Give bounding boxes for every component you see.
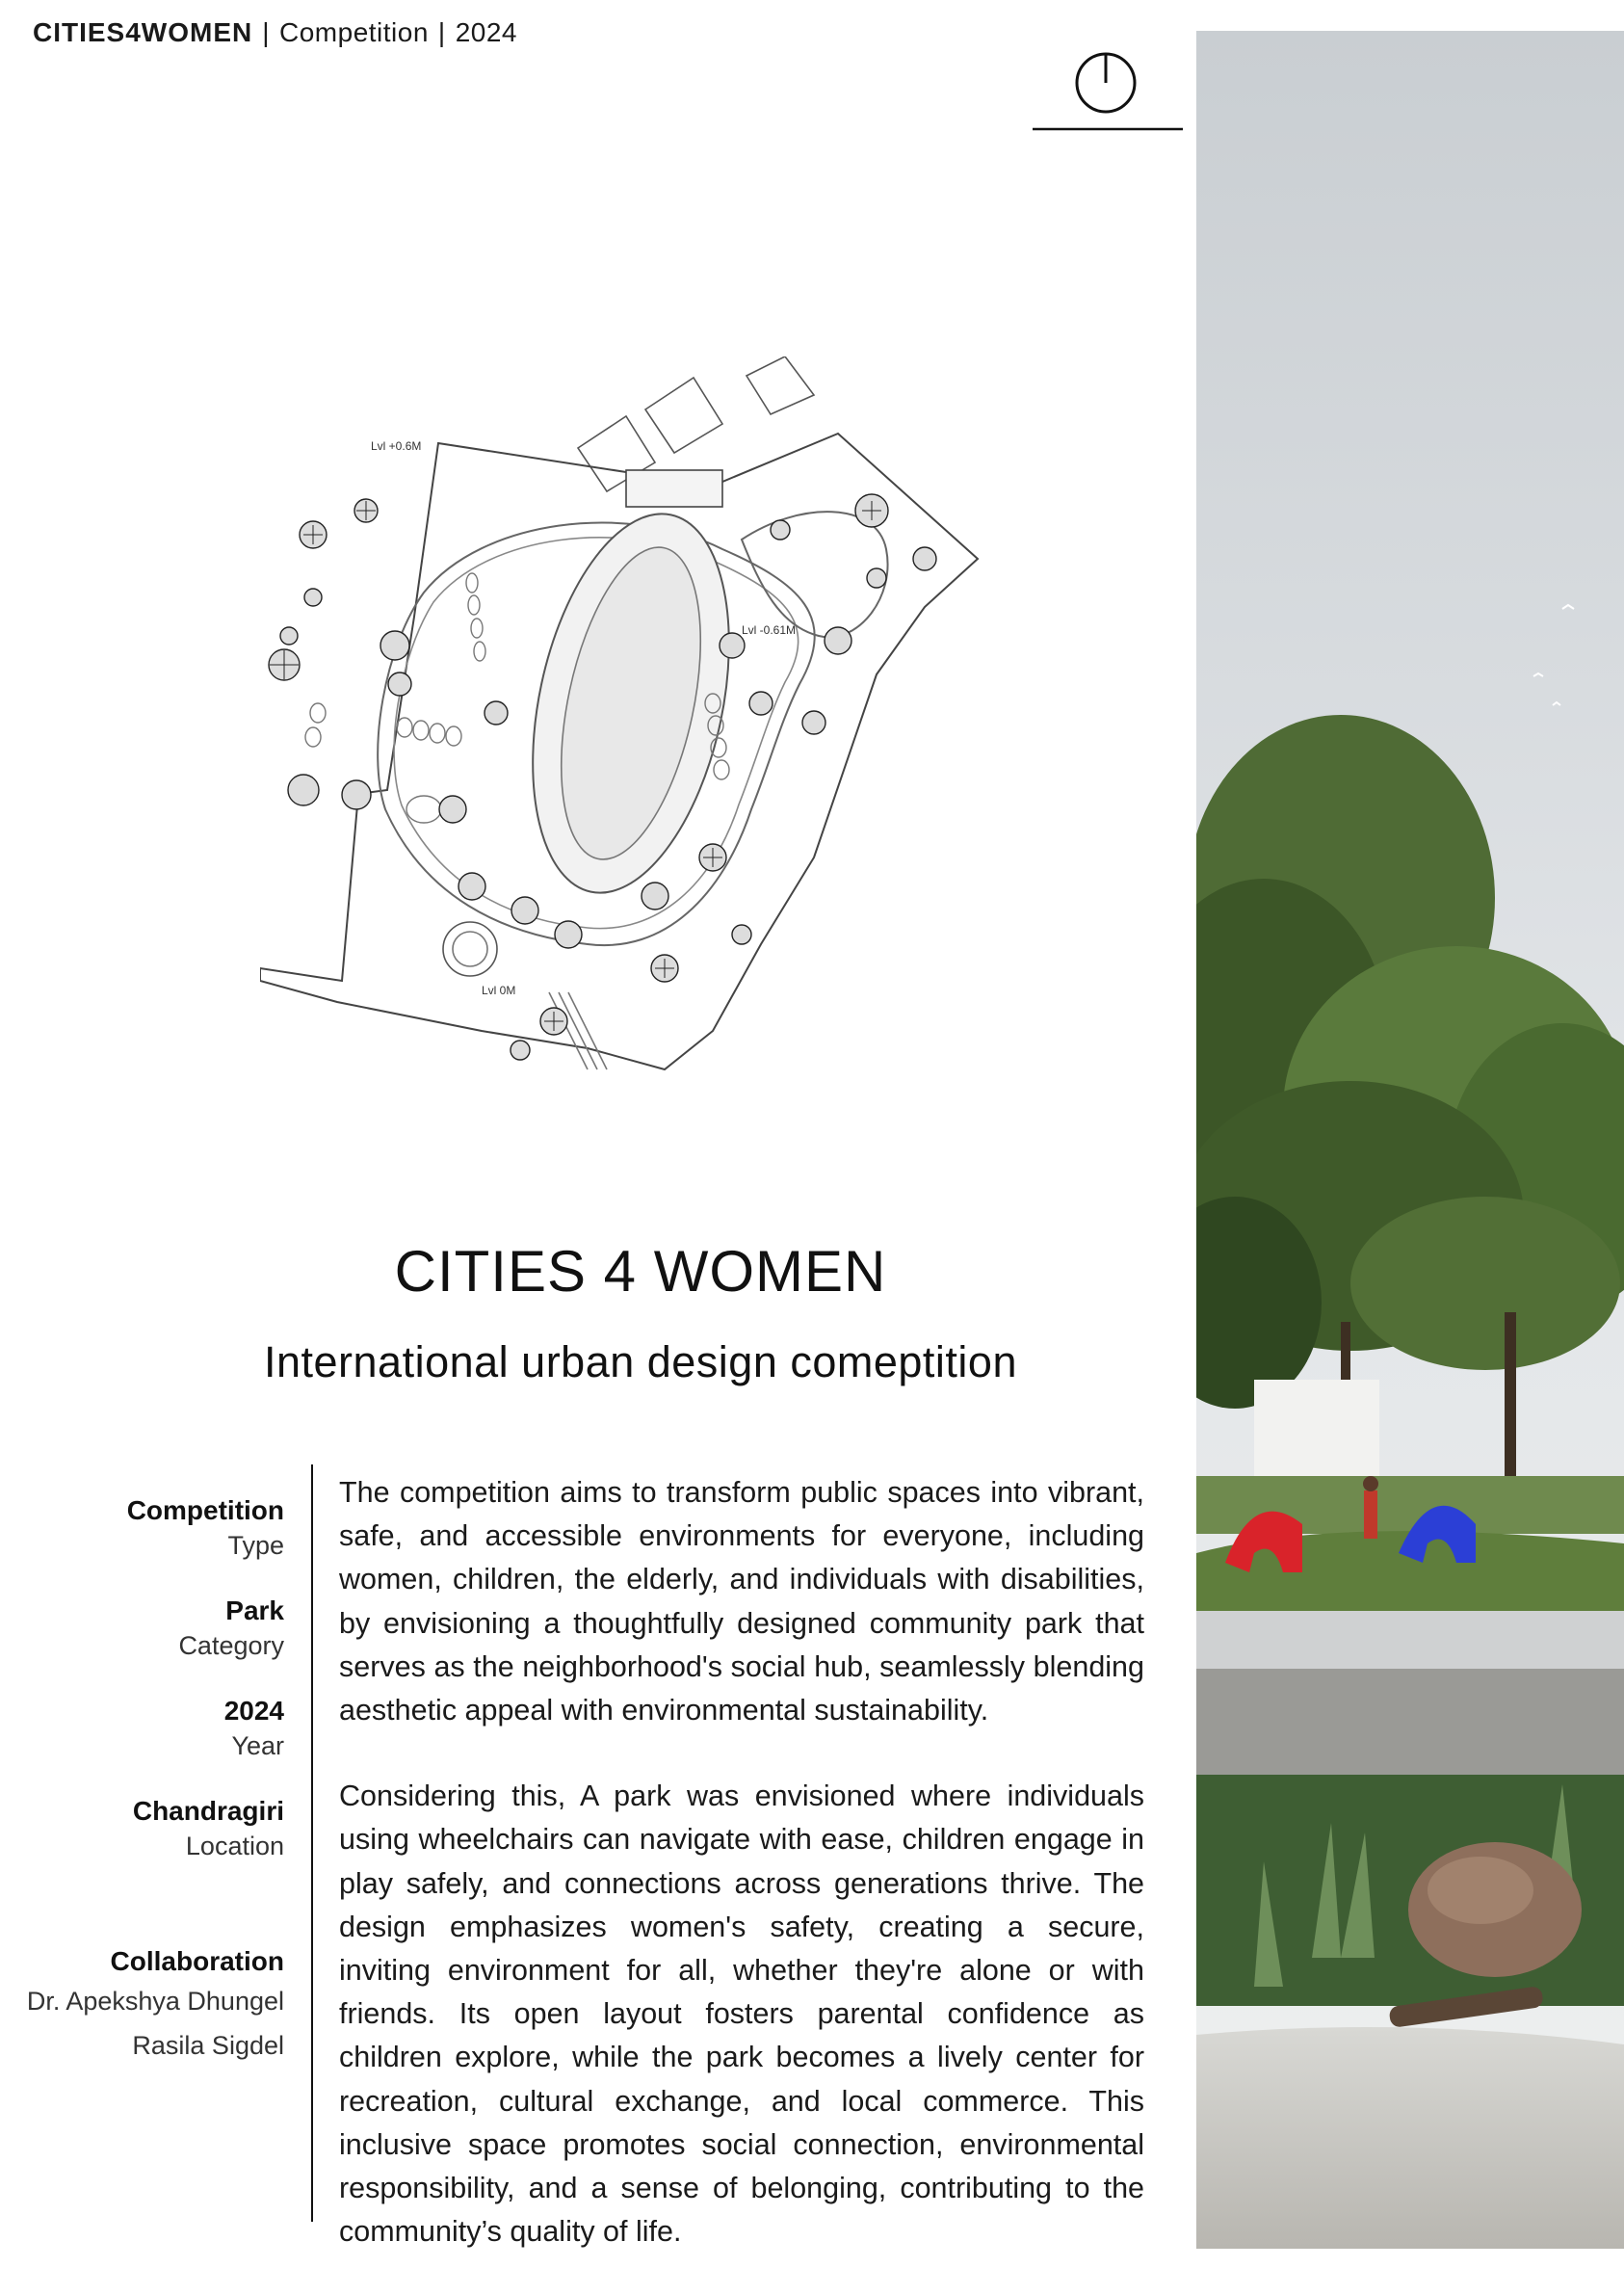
north-arrow-icon xyxy=(1031,42,1185,131)
meta-label: Category xyxy=(178,1631,284,1660)
collaborator-name: Rasila Sigdel xyxy=(132,2031,284,2060)
meta-label: Location xyxy=(185,1832,284,1860)
header-section: Competition xyxy=(279,17,429,47)
meta-gap xyxy=(0,1894,284,1944)
meta-label: Type xyxy=(227,1531,284,1560)
meta-value: Park xyxy=(225,1595,284,1625)
meta-value: 2024 xyxy=(223,1696,284,1726)
meta-collaboration xyxy=(0,1944,284,2068)
project-meta xyxy=(0,1493,284,2098)
meta-value: Competition xyxy=(126,1495,284,1525)
meta-location xyxy=(0,1794,284,1863)
header-year: 2024 xyxy=(455,17,517,47)
project-description xyxy=(339,1471,1144,2254)
description-paragraph: Considering this, A park was envisioned where individuals using wheelchairs can navigate with ease, children engage in play safely, and connections across generations thrive. The design emphasizes women's safety, creating a secure, inviting environment for all, whether they're alone or with friends. Its open layout fosters parental confidence as children explore, while the park becomes a lively center for recreation, cultural exchange, and local commerce. This inclusive space promotes social connection, environmental responsibility, and a sense of belonging, contributing to the community’s quality of life. xyxy=(339,1780,1144,2249)
header-separator: | xyxy=(262,17,271,47)
brand-name: CITIES4WOMEN xyxy=(33,17,253,47)
meta-year xyxy=(0,1694,284,1763)
white-building xyxy=(1254,1380,1379,1486)
pavilion-outline xyxy=(747,356,814,414)
amphitheatre xyxy=(443,922,497,976)
ramp-loop xyxy=(742,512,888,637)
rendering-illustration xyxy=(1196,31,1624,2249)
page-title: CITIES 4 WOMEN xyxy=(394,1239,887,1304)
park-rendering-image xyxy=(1196,31,1624,2249)
meta-category xyxy=(0,1594,284,1663)
divider-line xyxy=(311,1464,313,2222)
meta-value: Collaboration xyxy=(110,1946,284,1976)
header-separator: | xyxy=(437,17,446,47)
pavilion-outline xyxy=(645,378,722,453)
level-label: Lvl -0.61M xyxy=(742,623,797,637)
gravel-path xyxy=(1196,2027,1624,2249)
description-paragraph: The competition aims to transform public spaces into vibrant, safe, and accessible environments for everyone, including women, children, the elderly, and individuals with disabilities, by envisioning a thoughtfully designed community park that serves as the neighborhood's social hub, seamlessly blending aesthetic appeal with environmental sustainability. xyxy=(339,1476,1144,1727)
collaborator-name: Dr. Apekshya Dhungel xyxy=(26,1987,284,2016)
level-label: Lvl +0.6M xyxy=(371,439,422,453)
building-block xyxy=(626,470,722,507)
page-subtitle: International urban design comeptition xyxy=(263,1337,1017,1386)
meta-label: Year xyxy=(231,1731,284,1760)
site-plan-drawing xyxy=(260,356,1002,1098)
page-header xyxy=(33,17,517,48)
level-label: Lvl 0M xyxy=(482,984,516,997)
meta-competition xyxy=(0,1493,284,1563)
meta-value: Chandragiri xyxy=(132,1796,284,1826)
